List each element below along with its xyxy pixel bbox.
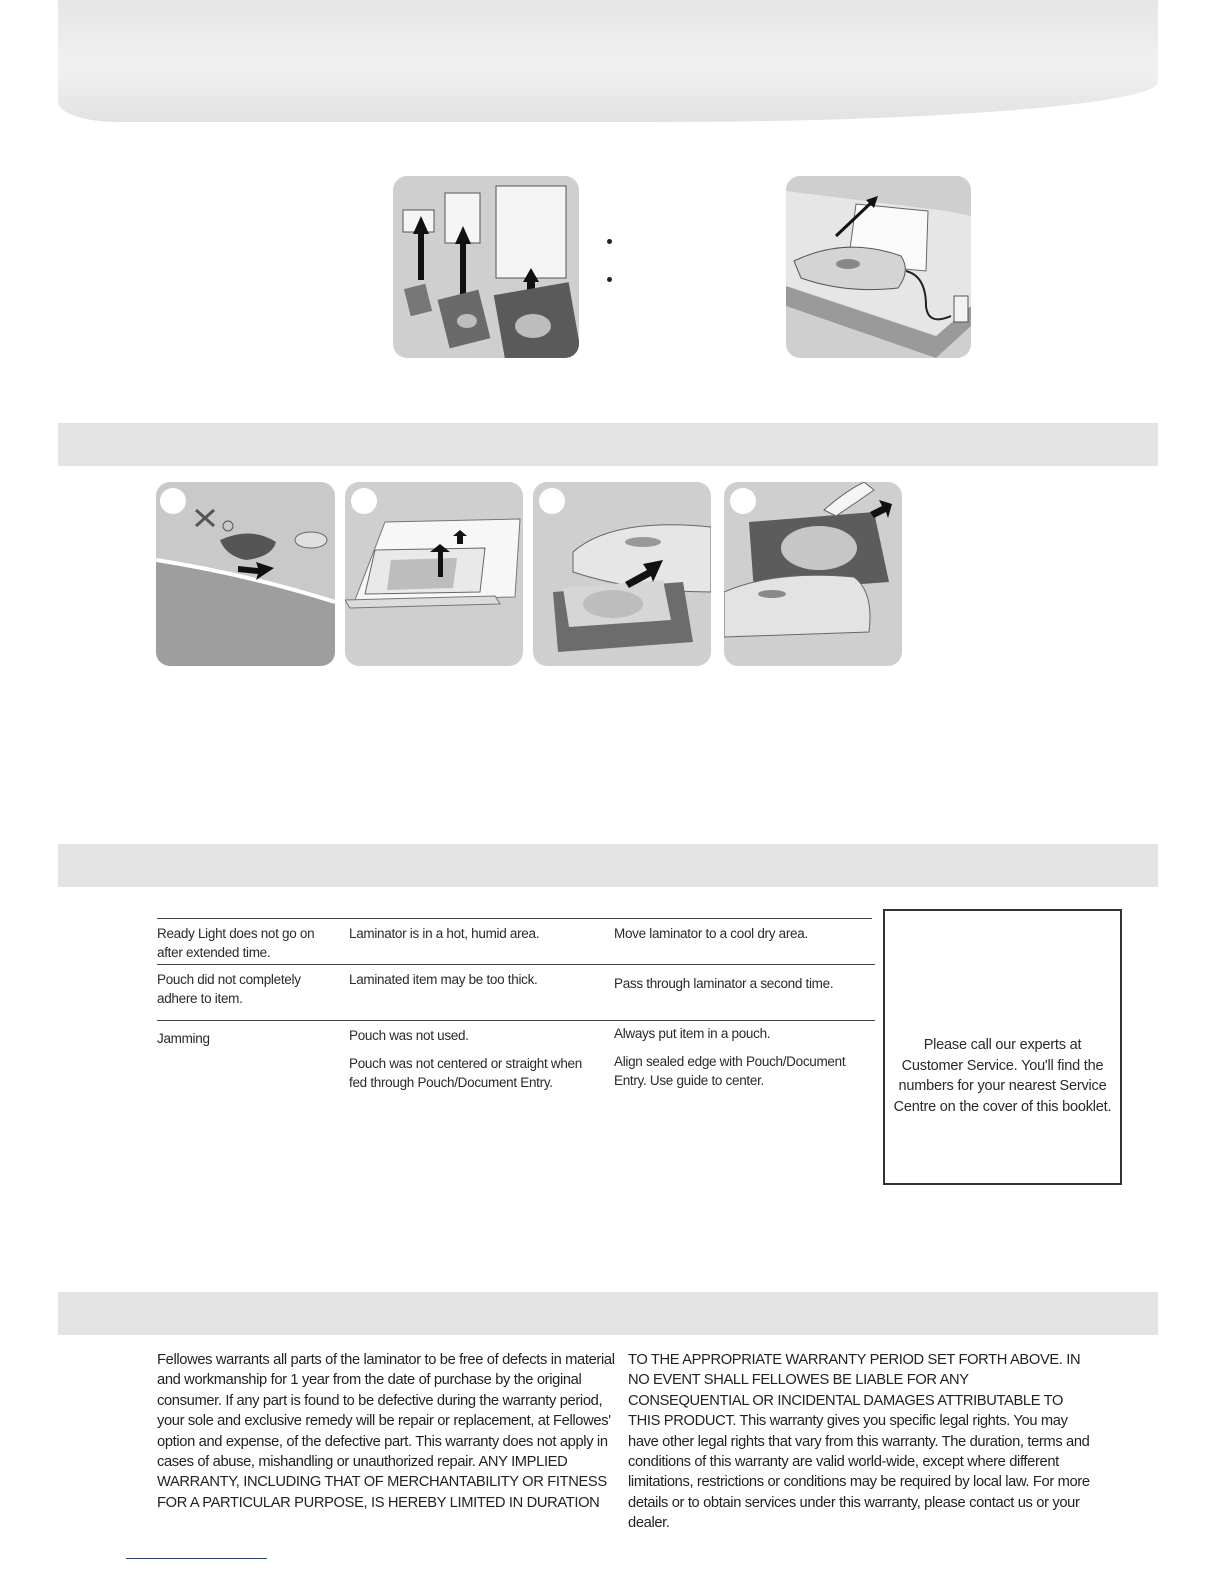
customer-service-box [883,909,1122,1185]
step-1-drawing [156,482,335,666]
cause-cell: Pouch was not used. [349,1028,469,1043]
laminator-placement-illustration [786,176,971,358]
step-3-drawing [533,482,711,666]
step-panel-1 [156,482,335,666]
header-band [58,0,1158,122]
step-panel-3 [533,482,711,666]
cause-cell: Pouch was not centered or straight when fed through Pouch/Document Entry. [349,1056,582,1090]
step-2-drawing [345,482,523,666]
section-bar-warranty [58,1292,1158,1335]
table-row [157,918,872,964]
step-panel-4 [724,482,902,666]
table-row [157,1020,875,1111]
step-4-drawing [724,482,902,666]
warranty-right-text: TO THE APPROPRIATE WARRANTY PERIOD SET FORTH ABOVE. IN NO EVENT SHALL FELLOWES BE LIABLE FOR ANY CONSEQUENTIAL OR INCIDENTAL DAMAGES ATTRIBUTABLE TO THIS PRODUCT. This warranty gives you specific legal rights. You may have other legal rights that vary from this warranty. The duration, terms and conditions of this warranty are valid world-wide, except where different limitations, restrictions or conditions may be required by local law. For more details or to obtain services under this warranty, please contact us or your dealer. [628,1352,1090,1532]
solution-cell: Always put item in a pouch. [614,1026,771,1041]
laminator-placement-drawing [786,176,971,358]
cause-cell: Laminator is in a hot, humid area. [349,926,540,941]
problem-cell: Pouch did not completely adhere to item. [157,972,301,1006]
customer-service-text: Please call our experts at Customer Service. You'll find the numbers for your nearest Service Centre on the cover of this booklet. [893,1037,1112,1115]
step-panel-2 [345,482,523,666]
solution-cell: Pass through laminator a second time. [614,976,834,991]
section-bar-laminating [58,423,1158,466]
bullet-2 [607,277,612,282]
cause-cell: Laminated item may be too thick. [349,972,538,987]
solution-cell: Move laminator to a cool dry area. [614,926,808,941]
troubleshooting-table [157,918,872,1111]
problem-cell: Ready Light does not go on after extended time. [157,926,315,960]
pouch-sizes-illustration [393,176,579,358]
warranty-left-text: Fellowes warrants all parts of the laminator to be free of defects in material and workmanship for 1 year from the date of purchase by the original consumer. If any part is found to be defective during the warranty period, your sole and exclusive remedy will be repair or replacement, at Fellowes' option and expense, of the defective part. This warranty does not apply in cases of abuse, mishandling or unauthorized repair. ANY IMPLIED WARRANTY, INCLUDING THAT OF MERCHANTABILITY OR FITNESS FOR A PARTICULAR PURPOSE, IS HEREBY LIMITED IN DURATION [157,1352,615,1511]
warranty-left-column [157,1350,615,1513]
footer-link-underline [126,1558,267,1559]
section-bar-troubleshooting [58,844,1158,887]
bullet-1 [607,239,612,244]
solution-cell: Align sealed edge with Pouch/Document Entry. Use guide to center. [614,1054,846,1088]
warranty-right-column [628,1350,1090,1534]
table-row [157,964,875,1020]
pouch-sizes-drawing [393,176,579,358]
problem-cell: Jamming [157,1031,210,1046]
